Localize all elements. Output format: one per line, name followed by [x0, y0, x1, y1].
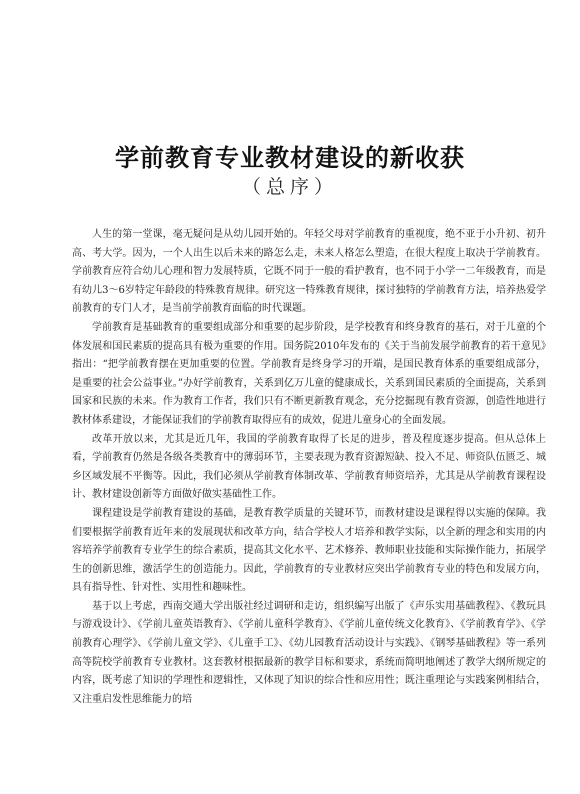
page-subtitle: （总序）	[241, 176, 338, 198]
paragraph-4: 课程建设是学前教育建设的基础，是教育教学质量的关键环节，而教材建设是课程得以实施的保障。我们要根据学前教育近年来的发展现状和改革方向，结合学校人才培养和教学实际，以全新的理念和实用的内容培养学前教育专业学生的综合素质，提高其文化水平、艺术修养、教师职业技能和实际操作能力，拓展学生的创新思维，激活学生的创造能力。因此，学前教育的专业教材应突出学前教育专业的特色和发展方向，具有指导性、针对性、实用性和趣味性。	[72, 507, 546, 594]
paragraph-3: 改革开放以来，尤其是近几年，我国的学前教育取得了长足的进步，普及程度逐步提高。但从总体上看，学前教育仍然是各级各类教育中的薄弱环节，主要表现为教育资源短缺、投入不足、师资队伍匮乏、城乡区域发展不平衡等。因此，我们必须从学前教育体制改革、学前教育师资培养，尤其是从学前教育课程设计、教材建设创新等方面做好做实基础性工作。	[72, 433, 546, 501]
paragraph-1: 人生的第一堂课，毫无疑问是从幼儿园开始的。年轻父母对学前教育的重视度，绝不亚于小升初、初升高、考大学。因为，一个人出生以后未来的路怎么走，未来人格怎么塑造，在很大程度上取决于学前教育。学前教育应符合幼儿心理和智力发展特质，它既不同于一般的看护教育，也不同于小学一二年级教育，而是有幼儿3～6岁特定年龄段的特殊教育规律。研究这一特殊教育规律，探讨独特的学前教育方法，培养热爱学前教育的专门人才，是当前学前教育面临的时代课题。	[72, 229, 546, 315]
paragraph-5: 基于以上考虑，西南交通大学出版社经过调研和走访，组织编写出版了《声乐实用基础教程》、《教玩具与游戏设计》、《学前儿童英语教育》、《学前儿童科学教育》、《学前儿童传统文化教育》、《学前教育学》、《学前教育心理学》、《学前儿童文学》、《儿童手工》、《幼儿园教育活动设计与实践》、《钢琴基础教程》等一系列高等院校学前教育专业教材。这套教材根据最新的教学目标和要求，系统而简明地阐述了教学大纲所规定的内容，既考虑了知识的学理性和逻辑性，又体现了知识的综合性和应用性；既注重理论与实践案例相结合，又注重启发性思维能力的培	[72, 600, 546, 705]
paragraph-2: 学前教育是基础教育的重要组成部分和重要的起步阶段，是学校教育和终身教育的基石，对于儿童的个体发展和国民素质的提高具有极为重要的作用。国务院2010年发布的《关于当前发展学前教育的若干意见》指出：“把学前教育摆在更加重要的位置。学前教育是终身学习的开端，是国民教育体系的重要组成部分，是重要的社会公益事业。”办好学前教育，关系到亿万儿童的健康成长，关系到国民素质的全面提高，关系到国家和民族的未来。作为教育工作者，我们只有不断更新教育观念，充分挖掘现有教育资源，创造性地进行教材体系建设，才能保证我们的学前教育取得应有的成效，促进儿童身心的全面发展。	[72, 321, 546, 426]
page-title: 学前教育专业教材建设的新收获	[115, 144, 465, 172]
body-text	[72, 226, 546, 709]
